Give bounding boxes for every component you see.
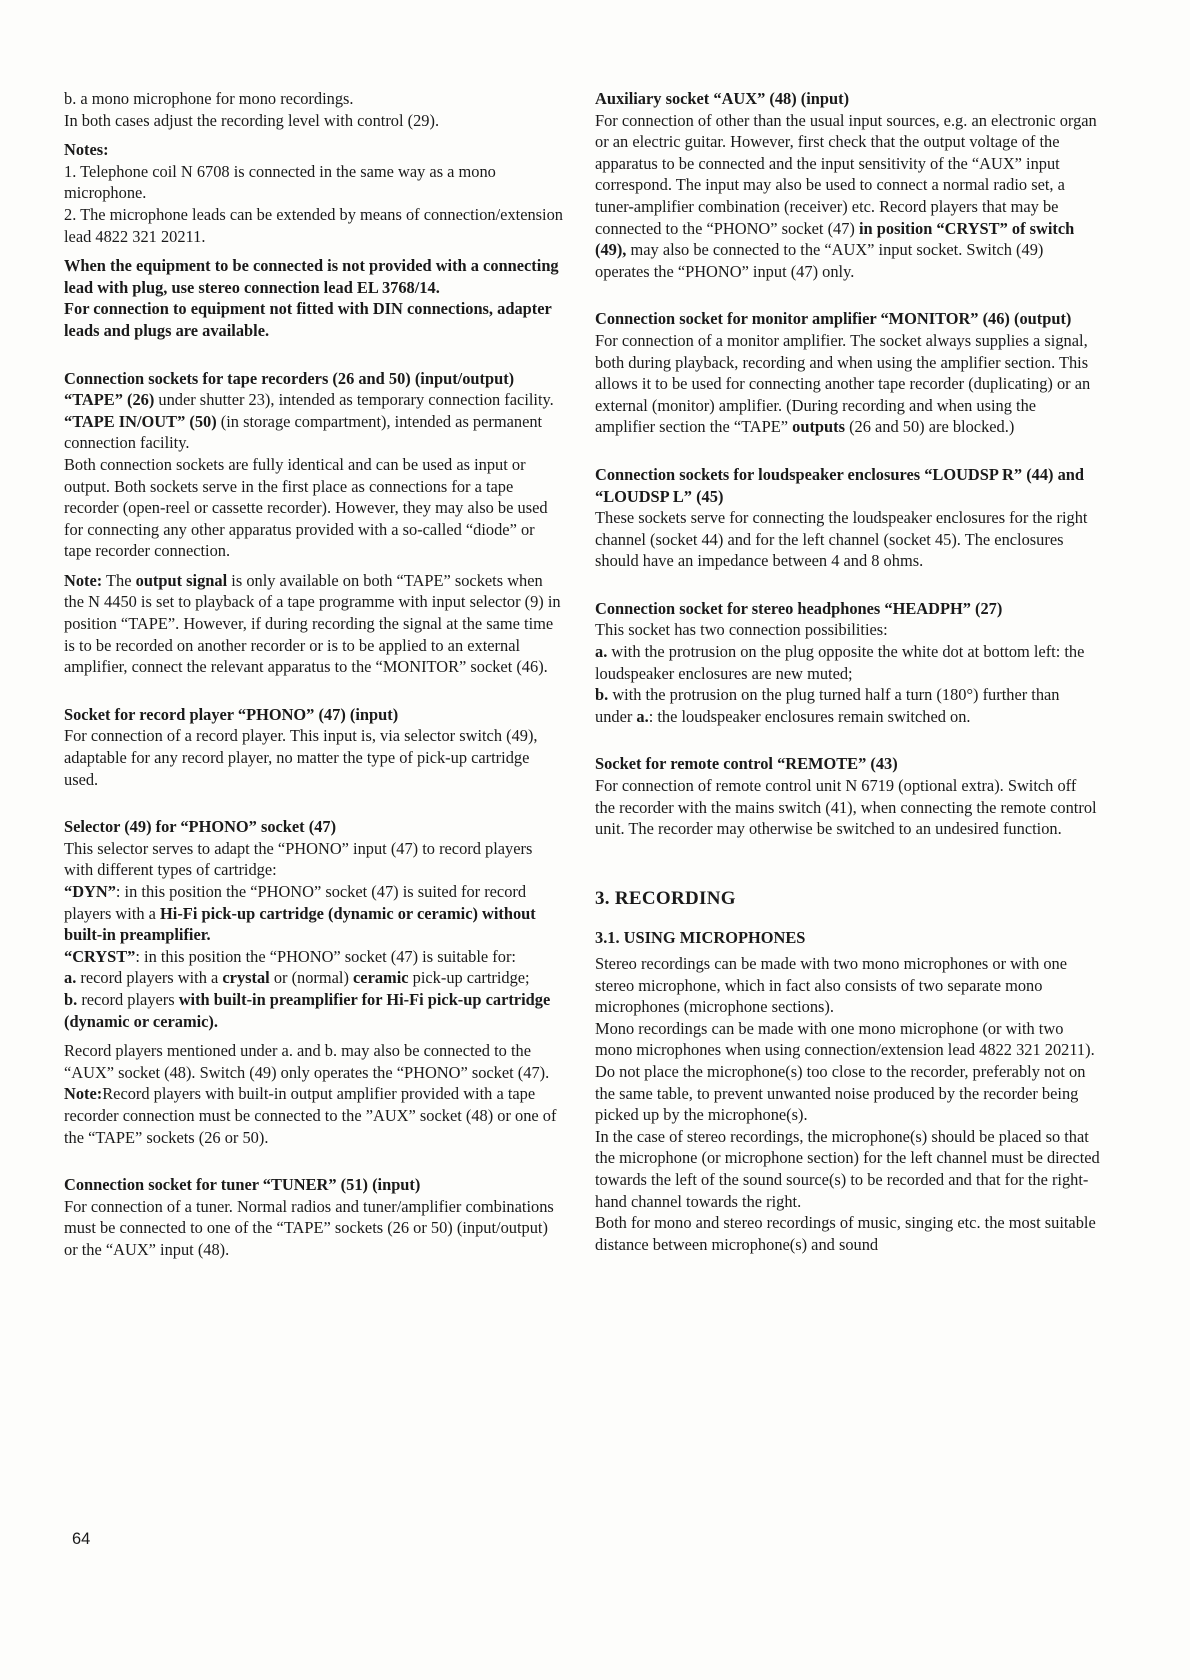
a-text2: or (normal) — [269, 968, 354, 988]
note-1: 1. Telephone coil N 6708 is connected in the same way as a mono microphone. — [64, 161, 496, 203]
tape50-label: “TAPE IN/OUT” (50) — [64, 411, 217, 431]
recording-para-2: Mono recordings can be made with one mono microphone (or with two mono microphones when using connection/extension lead 4822 321 20211). — [595, 1018, 1095, 1060]
a-bold1: crystal — [222, 968, 270, 988]
headph-b-label: b. — [595, 685, 609, 705]
selector-note-label: Note: — [64, 1084, 103, 1104]
page-number: 64 — [72, 1530, 91, 1548]
loudsp-body: These sockets serve for connecting the loudspeaker enclosures for the right channel (socket 44) and for the left channel (socket 45). The enclosures should have an impedance between 4 and 8 ohms. — [595, 508, 1088, 571]
tape-heading: Connection sockets for tape recorders (26 and 50) (input/output) — [64, 368, 515, 388]
tape-note-pre: The — [102, 570, 136, 590]
recording-para-1: Stereo recordings can be made with two mono microphones or with one stereo microphone, which in fact also consists of two separate mono microphones (microphone sections). — [595, 954, 1068, 1017]
monitor-body — [595, 330, 1100, 438]
a-text3: pick-up cartridge; — [408, 968, 530, 988]
a-bold2: ceramic — [353, 968, 409, 988]
b-text1: record players — [77, 989, 179, 1009]
selector-intro: This selector serves to adapt the “PHONO” input (47) to record players with different types of cartridge: — [64, 838, 533, 880]
cryst-label: “CRYST” — [64, 946, 136, 966]
phono-heading: Socket for record player “PHONO” (47) (input) — [64, 704, 399, 724]
aux-body1: For connection of other than the usual input sources, e.g. an electronic organ or an electric guitar. However, first check that the output voltage of the apparatus to be connected and the input sensitivity of the “AUX” input correspond. The input may also be used to connect a normal radio set, a tuner-amplifier combination (receiver) etc. Record players that may be connected to the “PHONO” socket (47) — [595, 110, 1097, 238]
tape-note-bold: output signal — [135, 570, 228, 590]
remote-heading: Socket for remote control “REMOTE” (43) — [595, 754, 898, 774]
selector-note-text: Record players with built-in output amplifier provided with a tape recorder connection must be connected to the ”AUX” socket (48) or one of the “TAPE” sockets (26 or 50). — [64, 1084, 557, 1147]
right-column — [595, 88, 1100, 1255]
tape-note — [64, 570, 564, 678]
intro-line-2: In both cases adjust the recording level with control (29). — [64, 110, 440, 130]
cryst-text: : in this position the “PHONO” socket (47) is suitable for: — [135, 946, 516, 966]
tuner-body: For connection of a tuner. Normal radios and tuner/amplifier combinations must be connected to one of the “TAPE” sockets (26 or 50) (input/output) or the “AUX” input (48). — [64, 1196, 554, 1259]
tape26-label: “TAPE” (26) — [64, 390, 155, 410]
tape-note-label: Note: — [64, 570, 103, 590]
aux-heading: Auxiliary socket “AUX” (48) (input) — [595, 89, 850, 108]
tape26-line — [64, 389, 564, 411]
headph-b-label2: a. — [636, 706, 649, 726]
aux-body — [595, 110, 1100, 283]
tuner-heading: Connection socket for tuner “TUNER” (51) (input) — [64, 1175, 421, 1195]
headph-b-text2: : the loudspeaker enclosures remain switched on. — [648, 706, 971, 726]
left-column — [64, 88, 564, 1261]
headph-b-text1: with the protrusion on the plug turned half a turn (180°) further than under — [595, 685, 1060, 726]
recording-para-4: In the case of stereo recordings, the microphone(s) should be placed so that the microphone (or microphone section) for the left channel must be directed towards the left of the sound source(s) to be recorded and that for the right-hand channel towards the right. — [595, 1126, 1100, 1211]
monitor-heading: Connection socket for monitor amplifier “MONITOR” (46) (output) — [595, 309, 1072, 329]
remote-body: For connection of remote control unit N 6719 (optional extra). Switch off the recorder with the mains switch (41), when connecting the remote control unit. The recorder may otherwise be switched to an undesired function. — [595, 776, 1097, 839]
intro-line-1: b. a mono microphone for mono recordings. — [64, 89, 354, 108]
loudsp-heading: Connection sockets for loudspeaker enclosures “LOUDSP R” (44) and “LOUDSP L” (45) — [595, 464, 1085, 506]
dyn-label: “DYN” — [64, 882, 116, 901]
aux-body2: may also be connected to the “AUX” input socket. Switch (49) operates the “PHONO” input (47) only. — [595, 240, 1044, 281]
dyn-text: : in this position the “PHONO” socket (47) is suited for record players with a — [64, 882, 527, 923]
tape50-line — [64, 411, 564, 454]
phono-body: For connection of a record player. This input is, via selector switch (49), adaptable for any record player, no matter the type of pick-up cartridge used. — [64, 726, 538, 789]
selector-mention: Record players mentioned under a. and b. may also be connected to the “AUX” socket (48). Switch (49) only operates the “PHONO” socket (47). — [64, 1041, 550, 1082]
section-title: 3. RECORDING — [595, 887, 736, 909]
headph-a — [595, 641, 1100, 684]
aux-bold1: in position “CRYST” of switch (49), — [595, 218, 1075, 260]
tape-note-text: is only available on both “TAPE” sockets when the N 4450 is set to playback of a tape programme with input selector (9) in position “TAPE”. However, if during recording the signal at the same time is to be recorded on another recorder or is to be applied to an external amplifier, connect the relevant apparatus to the “MONITOR” socket (46). — [64, 570, 561, 677]
b-bold: with built-in preamplifier for Hi-Fi pick-up cartridge (dynamic or ceramic). — [64, 989, 551, 1031]
a-label: a. — [64, 968, 77, 988]
headph-a-label: a. — [595, 642, 608, 662]
monitor-body1: For connection of a monitor amplifier. The socket always supplies a signal, both during playback, recording and when using the amplifier section. This allows it to be used for connecting another tape recorder (duplicating) or an external (monitor) amplifier. (During recording and when using the amplifier section the “TAPE” — [595, 330, 1091, 437]
tape26-text: under shutter 23), intended as temporary connection facility. — [154, 390, 554, 410]
monitor-body2: (26 and 50) are blocked.) — [844, 417, 1015, 437]
selector-dyn — [64, 881, 564, 946]
tape-body: Both connection sockets are fully identical and can be used as input or output. Both sockets serve in the first place as connections for a tape recorder (open-reel or cassette recorder). However, they may also be used for connecting any other apparatus provided with a so-called “diode” or tape recorder connection. — [64, 454, 548, 561]
bold-notice-2: For connection to equipment not fitted with DIN connections, adapter leads and plugs are available. — [64, 299, 552, 340]
headph-a-text: with the protrusion on the plug opposite the white dot at bottom left: the loudspeaker enclosures are new muted; — [595, 642, 1085, 683]
dyn-bold: Hi-Fi pick-up cartridge (dynamic or ceramic) without built-in preamplifier. — [64, 903, 536, 945]
selector-heading: Selector (49) for “PHONO” socket (47) — [64, 817, 337, 837]
recording-para-5: Both for mono and stereo recordings of music, singing etc. the most suitable distance between microphone(s) and sound — [595, 1213, 1096, 1254]
selector-cryst — [64, 946, 564, 968]
b-label: b. — [64, 989, 78, 1009]
a-text1: record players with a — [76, 968, 223, 988]
tape50-text: (in storage compartment), intended as permanent connection facility. — [64, 411, 543, 453]
selector-a — [64, 967, 564, 989]
selector-note — [64, 1083, 564, 1148]
selector-b — [64, 989, 564, 1032]
headph-intro: This socket has two connection possibilities: — [595, 620, 888, 640]
monitor-bold1: outputs — [792, 417, 845, 437]
headph-heading: Connection socket for stereo headphones “HEADPH” (27) — [595, 598, 1003, 618]
note-2: 2. The microphone leads can be extended by means of connection/extension lead 4822 321 20211. — [64, 204, 563, 246]
subsection-title: 3.1. USING MICROPHONES — [595, 928, 806, 948]
headph-b — [595, 684, 1100, 727]
recording-para-3: Do not place the microphone(s) too close to the recorder, preferably not on the same table, to prevent unwanted noise produced by the recorder being picked up by the microphone(s). — [595, 1061, 1086, 1125]
notes-title: Notes: — [64, 140, 109, 160]
bold-notice-1: When the equipment to be connected is not provided with a connecting lead with plug, use stereo connection lead EL 3768/14. — [64, 256, 559, 297]
